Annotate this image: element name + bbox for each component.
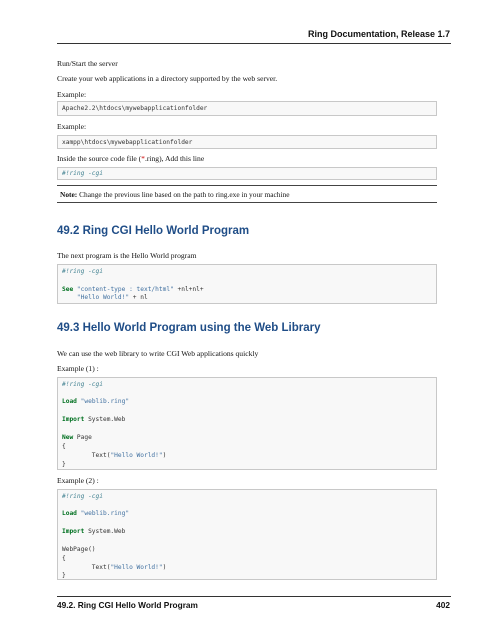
keyword: See (62, 286, 74, 293)
note-label: Note: (60, 190, 78, 199)
code-line (62, 528, 125, 535)
section-title-web-library: 49.3 Hello World Program using the Web Library (57, 322, 321, 334)
note-text (60, 190, 289, 199)
code-block-example-2 (57, 489, 437, 580)
code-line: { (62, 443, 66, 450)
footer-section-title: 49.2. Ring CGI Hello World Program (57, 600, 198, 610)
note-body: Change the previous line based on the path to ring.exe in your machine (79, 190, 290, 199)
keyword: Import (62, 528, 85, 535)
code-text: +nl+nl+ (173, 286, 204, 293)
code-comment: #!ring -cgi (62, 170, 103, 177)
code-block-apache (57, 101, 437, 116)
code-block-xampp (57, 135, 437, 149)
example-label: Example (2) : (57, 476, 99, 485)
string: "content-type : text/html" (76, 286, 174, 293)
code-line (62, 294, 148, 301)
running-header: Ring Documentation, Release 1.7 (307, 29, 450, 39)
code-text: ) (162, 452, 167, 459)
code-block-shebang (57, 167, 437, 180)
code-text: System.Web (84, 416, 126, 423)
code-line (62, 416, 125, 423)
string: "weblib.ring" (80, 398, 130, 405)
section-title-hello-world: 49.2 Ring CGI Hello World Program (57, 225, 250, 237)
string: "Hello World!" (110, 452, 163, 459)
code-text: + nl (129, 294, 148, 301)
example-label: Example: (57, 122, 87, 131)
header-rule (57, 43, 451, 44)
inside-prefix: Inside the source code file ( (57, 154, 142, 163)
code-line (62, 286, 204, 293)
code-line (62, 564, 166, 571)
run-server-text: Run/Start the server (57, 59, 118, 68)
string: "Hello World!" (110, 564, 163, 571)
footer-rule (57, 596, 451, 597)
code-line: xampp\htdocs\mywebapplicationfolder (62, 139, 193, 146)
code-line (62, 510, 129, 517)
code-text: System.Web (84, 528, 126, 535)
code-comment: #!ring -cgi (62, 268, 103, 275)
code-comment: #!ring -cgi (62, 381, 103, 388)
keyword: Load (62, 398, 77, 405)
string: "weblib.ring" (80, 510, 130, 517)
code-line (62, 452, 166, 459)
keyword: New (62, 434, 74, 441)
section-intro: The next program is the Hello World program (57, 251, 197, 260)
inside-source-text (57, 154, 204, 164)
inside-suffix: .ring), Add this line (144, 154, 205, 163)
page-number: 402 (436, 600, 450, 610)
keyword: Load (62, 510, 77, 517)
code-line: { (62, 555, 66, 562)
code-block-example-1 (57, 377, 437, 470)
note-admonition (57, 185, 437, 203)
code-line: WebPage() (62, 546, 96, 553)
code-text: Text( (62, 564, 111, 571)
asterisk: * (141, 154, 145, 163)
create-apps-text: Create your web applications in a directory supported by the web server. (57, 74, 278, 83)
code-line (62, 398, 129, 405)
code-text: ) (162, 564, 167, 571)
code-line: } (62, 461, 66, 468)
code-block-hello (57, 264, 437, 304)
example-label: Example (1) : (57, 364, 99, 373)
code-line: } (62, 572, 66, 579)
string: "Hello World!" (76, 294, 130, 301)
keyword: Import (62, 416, 85, 423)
code-comment: #!ring -cgi (62, 493, 103, 500)
code-line: Apache2.2\htdocs\mywebapplicationfolder (62, 105, 208, 112)
code-line (62, 434, 92, 441)
code-text: Text( (62, 452, 111, 459)
section-intro: We can use the web library to write CGI Web applications quickly (57, 349, 259, 358)
example-label: Example: (57, 90, 87, 99)
code-text: Page (73, 434, 92, 441)
